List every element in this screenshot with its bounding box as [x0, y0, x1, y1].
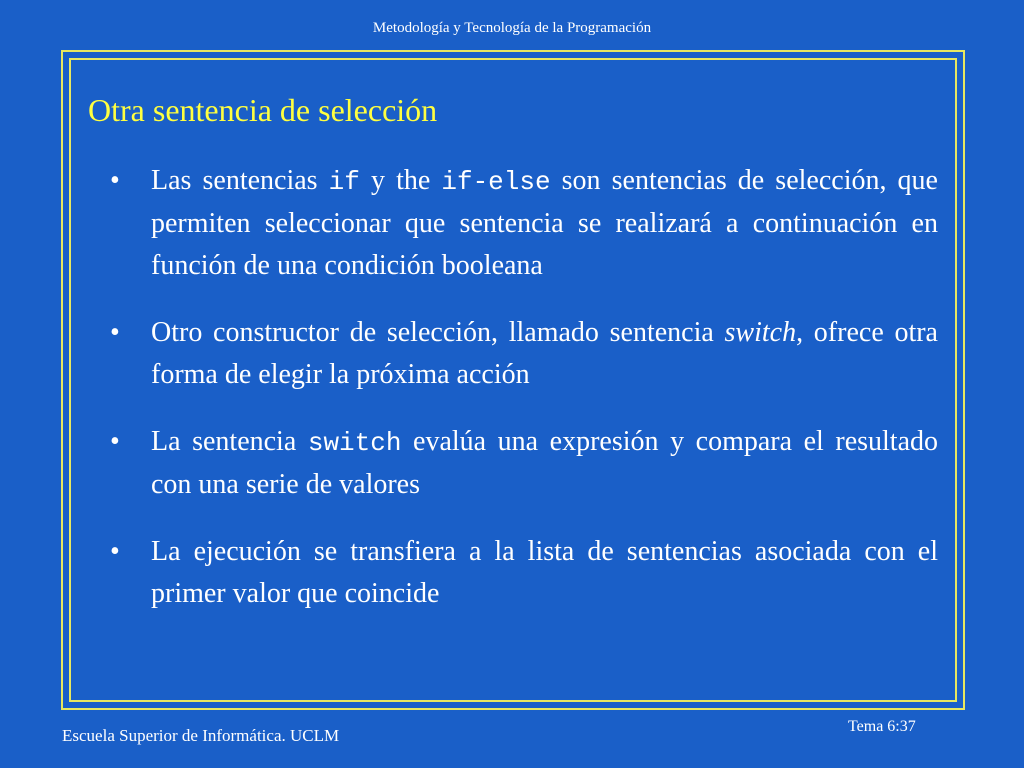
bullet-item: [110, 421, 938, 506]
bullet-item: [110, 531, 938, 615]
footer-slide-number: Tema 6:37: [848, 718, 916, 735]
code-keyword: if-else: [441, 167, 551, 197]
bullet-text: y the: [359, 165, 442, 196]
slide-header: Metodología y Tecnología de la Programación: [372, 20, 652, 36]
bullet-item: [110, 312, 938, 396]
footer-institution: Escuela Superior de Informática. UCLM: [62, 726, 340, 745]
code-keyword: switch: [307, 428, 402, 458]
slide-title: Otra sentencia de selección: [88, 92, 438, 128]
bullet-text: Otro constructor de selección, llamado sentencia: [151, 317, 725, 348]
bullet-text: evalúa una expresión y compara el resultado con una serie de valores: [151, 426, 939, 500]
code-keyword: if: [328, 167, 360, 197]
bullet-text: La sentencia: [151, 426, 308, 457]
bullet-text: Las sentencias: [151, 165, 329, 196]
bullet-text: son sentencias de selección, que permiten seleccionar que sentencia se realizará a continuación en función de una condición booleana: [151, 165, 938, 281]
italic-term: switch: [724, 317, 797, 348]
bullet-text: , ofrece otra forma de elegir la próxima acción: [151, 317, 938, 390]
bullet-text: La ejecución se transfiera a la lista de sentencias asociada con el primer valor que coincide: [151, 536, 938, 609]
bullet-item: [110, 160, 938, 287]
bullet-list: [110, 160, 938, 640]
